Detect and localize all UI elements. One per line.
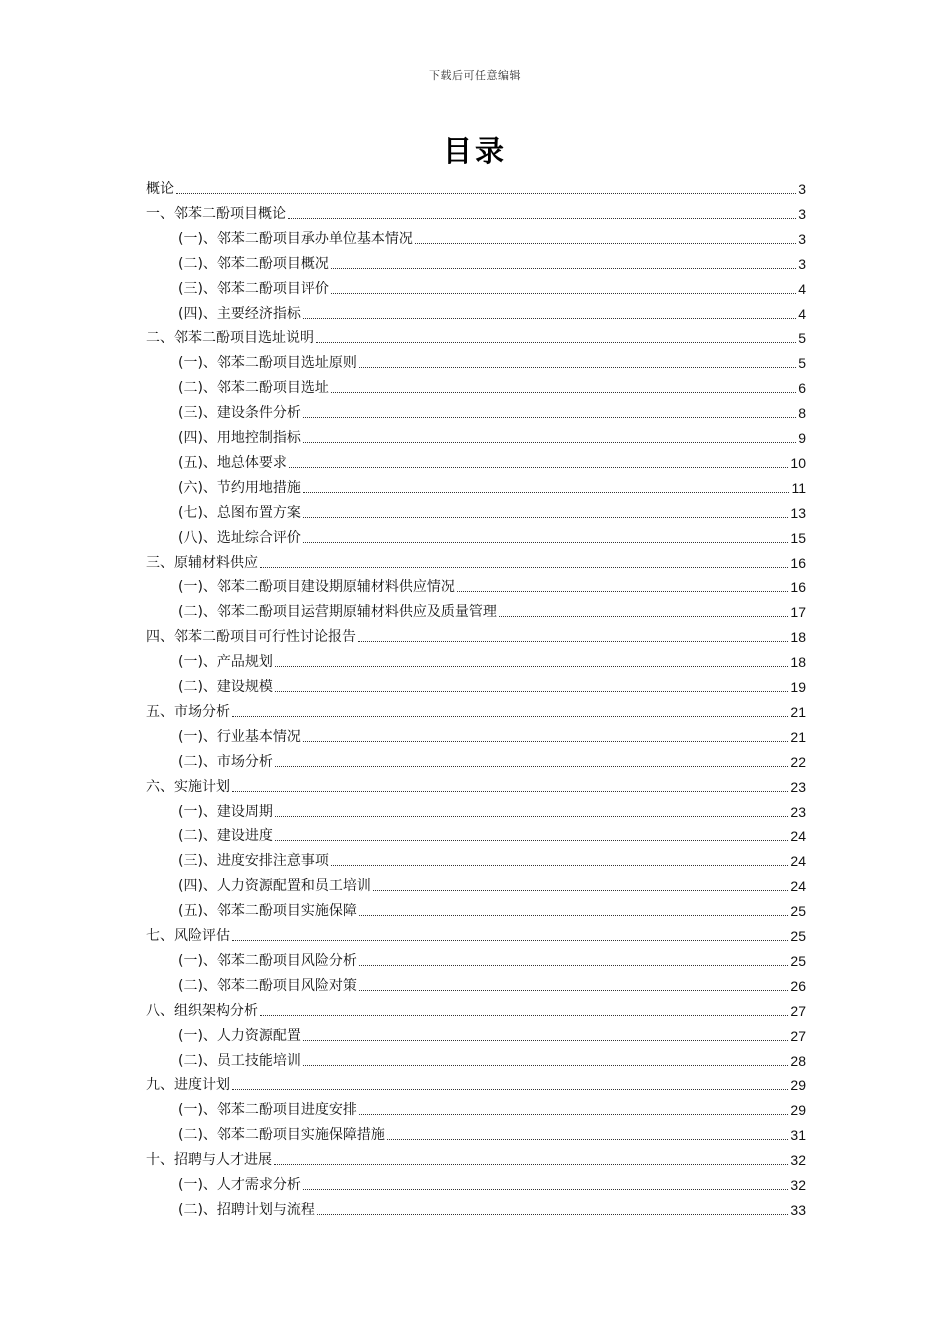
toc-entry-label: (二)、建设进度 <box>178 828 273 845</box>
toc-dot-leader <box>275 840 788 841</box>
toc-page-number: 13 <box>790 504 806 521</box>
toc-page-number: 9 <box>798 430 806 446</box>
toc-section-entry[interactable] <box>178 724 806 746</box>
toc-page-number: 25 <box>790 952 806 969</box>
toc-entry-label: (四)、主要经济指标 <box>178 305 301 322</box>
toc-chapter-entry[interactable] <box>146 774 806 796</box>
toc-section-entry[interactable] <box>178 1048 806 1070</box>
toc-entry-label: 九、进度计划 <box>146 1077 230 1094</box>
toc-dot-leader <box>232 1089 788 1090</box>
toc-page-number: 32 <box>790 1177 806 1193</box>
toc-dot-leader <box>303 741 788 742</box>
toc-entry-label: (一)、邻苯二酚项目承办单位基本情况 <box>178 230 413 247</box>
toc-entry-label: 四、邻苯二酚项目可行性讨论报告 <box>146 629 356 646</box>
toc-page-number: 24 <box>790 828 806 845</box>
toc-dot-leader <box>260 1015 788 1016</box>
toc-entry-label: 八、组织架构分析 <box>146 1002 258 1019</box>
toc-dot-leader <box>303 492 790 493</box>
toc-entry-label: (二)、邻苯二酚项目概况 <box>178 255 329 272</box>
toc-dot-leader <box>457 591 788 592</box>
toc-entry-label: (五)、地总体要求 <box>178 454 287 471</box>
toc-section-entry[interactable] <box>178 749 806 771</box>
toc-entry-label: (二)、建设规模 <box>178 679 273 695</box>
toc-dot-leader <box>359 1114 788 1115</box>
toc-dot-leader <box>373 890 788 891</box>
toc-page-number: 17 <box>790 604 806 621</box>
toc-section-entry[interactable] <box>178 848 806 870</box>
toc-entry-label: (一)、人才需求分析 <box>178 1177 301 1193</box>
toc-entry-label: (三)、进度安排注意事项 <box>178 853 329 870</box>
toc-page-number: 3 <box>798 230 806 247</box>
toc-page-number: 21 <box>790 728 806 745</box>
toc-section-entry[interactable] <box>178 350 806 372</box>
toc-page-number: 3 <box>798 205 806 222</box>
toc-entry-label: (二)、邻苯二酚项目风险对策 <box>178 977 357 994</box>
toc-entry-label: (四)、人力资源配置和员工培训 <box>178 878 371 895</box>
toc-entry-label: (一)、邻苯二酚项目风险分析 <box>178 952 357 969</box>
toc-dot-leader <box>499 616 788 617</box>
header-note: 下载后可任意编辑 <box>429 69 521 82</box>
toc-section-entry[interactable] <box>178 500 806 522</box>
toc-chapter-entry[interactable] <box>146 201 806 223</box>
toc-dot-leader <box>275 766 788 767</box>
toc-section-entry[interactable] <box>178 301 806 323</box>
toc-dot-leader <box>303 1189 788 1190</box>
toc-entry-label: 二、邻苯二酚项目选址说明 <box>146 330 314 347</box>
toc-page-number: 16 <box>790 554 806 571</box>
toc-entry-label: (一)、产品规划 <box>178 654 273 671</box>
toc-page-number: 16 <box>790 579 806 596</box>
toc-page-number: 28 <box>790 1052 806 1069</box>
toc-entry-label: (一)、邻苯二酚项目建设期原辅材料供应情况 <box>178 579 455 596</box>
toc-dot-leader <box>359 367 796 368</box>
toc-dot-leader <box>275 691 788 692</box>
toc-dot-leader <box>358 641 788 642</box>
toc-section-entry[interactable] <box>178 948 806 970</box>
toc-entry-label: (二)、市场分析 <box>178 753 273 770</box>
toc-dot-leader <box>303 542 788 543</box>
toc-page-number: 29 <box>790 1077 806 1094</box>
toc-entry-label: (二)、邻苯二酚项目实施保障措施 <box>178 1127 385 1144</box>
toc-section-entry[interactable] <box>178 251 806 273</box>
toc-page-number: 23 <box>790 778 806 795</box>
toc-page-number: 21 <box>790 703 806 720</box>
toc-section-entry[interactable] <box>178 475 806 497</box>
toc-entry-label: (五)、邻苯二酚项目实施保障 <box>178 903 357 920</box>
page-title: 目录 <box>442 134 507 168</box>
toc-entry-label: 七、风险评估 <box>146 928 230 944</box>
toc-dot-leader <box>260 567 788 568</box>
toc-section-entry[interactable] <box>178 574 806 596</box>
toc-dot-leader <box>288 218 796 219</box>
toc-entry-label: (一)、人力资源配置 <box>178 1027 301 1044</box>
toc-page-number: 25 <box>790 903 806 920</box>
toc-section-entry[interactable] <box>178 649 806 671</box>
toc-entry-label: (一)、邻苯二酚项目选址原则 <box>178 355 357 372</box>
toc-dot-leader <box>232 791 788 792</box>
toc-section-entry[interactable] <box>178 799 806 821</box>
toc-dot-leader <box>275 816 788 817</box>
toc-chapter-entry[interactable] <box>146 998 806 1020</box>
toc-page-number: 4 <box>798 280 806 297</box>
toc-entry-label: 十、招聘与人才进展 <box>146 1152 272 1169</box>
toc-page-number: 24 <box>790 878 806 895</box>
toc-dot-leader <box>303 1040 788 1041</box>
toc-section-entry[interactable] <box>178 276 806 298</box>
toc-section-entry[interactable] <box>178 1097 806 1119</box>
toc-dot-leader <box>275 666 788 667</box>
toc-dot-leader <box>359 990 788 991</box>
toc-dot-leader <box>176 193 796 194</box>
toc-dot-leader <box>303 318 796 319</box>
toc-dot-leader <box>316 342 796 343</box>
toc-dot-leader <box>303 1065 788 1066</box>
toc-chapter-entry[interactable] <box>146 325 806 347</box>
toc-page-number: 24 <box>790 853 806 870</box>
toc-page-number: 31 <box>790 1127 806 1144</box>
toc-chapter-entry[interactable] <box>146 699 806 721</box>
toc-section-entry[interactable] <box>178 1122 806 1144</box>
toc-page-number: 5 <box>798 330 806 347</box>
toc-entry-label: (四)、用地控制指标 <box>178 430 301 446</box>
toc-section-entry[interactable] <box>178 1023 806 1045</box>
toc-section-entry[interactable] <box>178 674 806 696</box>
toc-page-number: 27 <box>790 1027 806 1044</box>
toc-chapter-entry[interactable] <box>146 1072 806 1094</box>
toc-entry-label: 概论 <box>146 181 174 197</box>
toc-chapter-entry[interactable] <box>146 176 806 198</box>
toc-entry-label: (二)、招聘计划与流程 <box>178 1201 315 1218</box>
toc-chapter-entry[interactable] <box>146 923 806 945</box>
toc-entry-label: (三)、邻苯二酚项目评价 <box>178 280 329 297</box>
toc-dot-leader <box>232 716 788 717</box>
toc-page-number: 29 <box>790 1102 806 1119</box>
toc-page-number: 23 <box>790 803 806 820</box>
toc-dot-leader <box>331 293 796 294</box>
toc-dot-leader <box>317 1214 788 1215</box>
toc-chapter-entry[interactable] <box>146 624 806 646</box>
toc-page-number: 8 <box>798 405 806 422</box>
toc-entry-label: (一)、邻苯二酚项目进度安排 <box>178 1102 357 1119</box>
toc-entry-label: 三、原辅材料供应 <box>146 554 258 571</box>
toc-page-number: 5 <box>798 355 806 372</box>
toc-page-number: 19 <box>790 679 806 695</box>
toc-entry-label: (三)、建设条件分析 <box>178 405 301 422</box>
toc-entry-label: (八)、选址综合评价 <box>178 529 301 546</box>
toc-page-number: 15 <box>790 529 806 546</box>
toc-section-entry[interactable] <box>178 973 806 995</box>
toc-page-number: 26 <box>790 977 806 994</box>
toc-entry-label: 六、实施计划 <box>146 778 230 795</box>
toc-page-number: 25 <box>790 928 806 944</box>
toc-page-number: 11 <box>791 479 806 496</box>
toc-section-entry[interactable] <box>178 1197 806 1219</box>
toc-entry-label: (一)、行业基本情况 <box>178 728 301 745</box>
toc-section-entry[interactable] <box>178 375 806 397</box>
toc-section-entry[interactable] <box>178 425 806 447</box>
toc-section-entry[interactable] <box>178 599 806 621</box>
toc-dot-leader <box>303 517 788 518</box>
toc-entry-label: (一)、建设周期 <box>178 803 273 820</box>
toc-entry-label: (七)、总图布置方案 <box>178 504 301 521</box>
toc-entry-label: 一、邻苯二酚项目概论 <box>146 205 286 222</box>
toc-page-number: 4 <box>798 305 806 322</box>
toc-section-entry[interactable] <box>178 898 806 920</box>
toc-section-entry[interactable] <box>178 226 806 248</box>
toc-dot-leader <box>303 417 796 418</box>
toc-dot-leader <box>387 1139 788 1140</box>
toc-dot-leader <box>331 268 796 269</box>
toc-section-entry[interactable] <box>178 873 806 895</box>
toc-page-number: 27 <box>790 1002 806 1019</box>
toc-section-entry[interactable] <box>178 525 806 547</box>
toc-section-entry[interactable] <box>178 450 806 472</box>
toc-dot-leader <box>359 915 788 916</box>
toc-page-number: 18 <box>790 629 806 646</box>
toc-dot-leader <box>289 467 788 468</box>
toc-dot-leader <box>274 1164 788 1165</box>
toc-entry-label: (二)、邻苯二酚项目运营期原辅材料供应及质量管理 <box>178 604 497 621</box>
toc-entry-label: 五、市场分析 <box>146 703 230 720</box>
toc-entry-label: (二)、员工技能培训 <box>178 1052 301 1069</box>
toc-section-entry[interactable] <box>178 823 806 845</box>
toc-page-number: 33 <box>790 1201 806 1218</box>
toc-section-entry[interactable] <box>178 1172 806 1194</box>
toc-dot-leader <box>331 865 788 866</box>
toc-chapter-entry[interactable] <box>146 1147 806 1169</box>
toc-section-entry[interactable] <box>178 400 806 422</box>
toc-chapter-entry[interactable] <box>146 550 806 572</box>
toc-page-number: 6 <box>798 380 806 397</box>
toc-page-number: 22 <box>790 753 806 770</box>
toc-dot-leader <box>331 392 796 393</box>
toc-entry-label: (六)、节约用地措施 <box>178 479 301 496</box>
toc-page-number: 18 <box>790 654 806 671</box>
toc-dot-leader <box>359 965 788 966</box>
toc-entry-label: (二)、邻苯二酚项目选址 <box>178 380 329 397</box>
toc-page-number: 3 <box>798 181 806 197</box>
toc-page-number: 32 <box>790 1152 806 1169</box>
toc-page-number: 3 <box>798 255 806 272</box>
toc-dot-leader <box>232 940 788 941</box>
toc-dot-leader <box>303 442 796 443</box>
toc-page-number: 10 <box>790 454 806 471</box>
toc-dot-leader <box>415 243 796 244</box>
